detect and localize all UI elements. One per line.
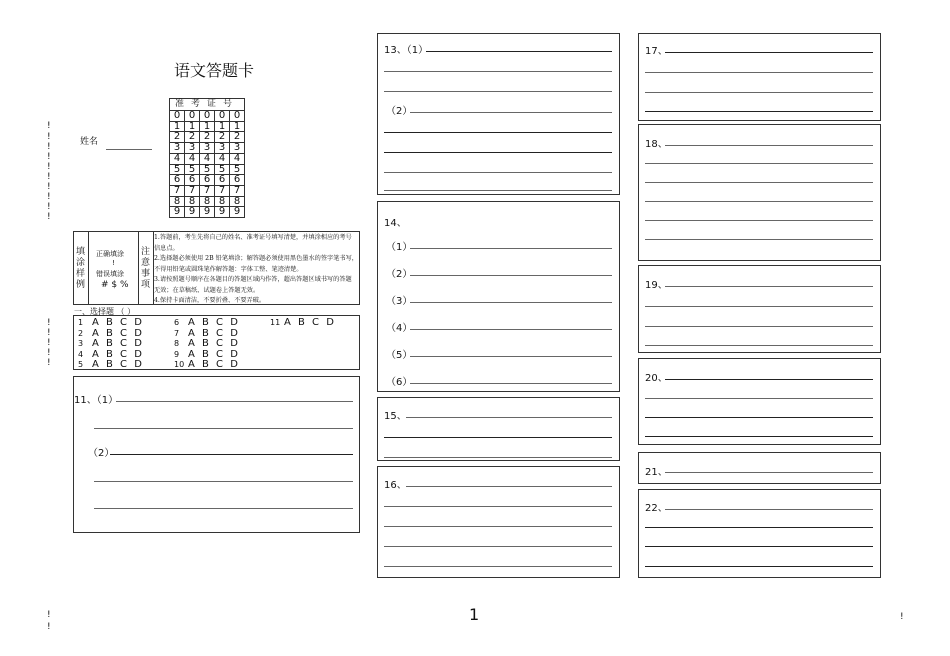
margin-mark: ! <box>47 152 51 162</box>
choice-box <box>73 315 360 370</box>
margin-mark: ! <box>47 202 51 212</box>
margin-mark: ! <box>47 121 51 131</box>
wrong-label: 错误填涂 <box>96 270 124 278</box>
note-line: 4.保持卡面清洁，不要折叠、不要弄破。 <box>154 297 266 304</box>
choice-column-2[interactable] <box>174 318 240 371</box>
choice-options[interactable]: A B C D <box>92 359 144 370</box>
ticket-digit-cell[interactable]: 7 <box>185 185 200 196</box>
q11-box <box>73 376 360 533</box>
ticket-row <box>170 196 245 207</box>
vertical-char: 项 <box>141 280 151 290</box>
ticket-digit-cell[interactable]: 0 <box>170 111 185 122</box>
ticket-digit-cell[interactable]: 1 <box>215 121 230 132</box>
ticket-digit-cell[interactable]: 2 <box>215 132 230 143</box>
ticket-digit-cell[interactable]: 5 <box>230 164 245 175</box>
page-title: 语文答题卡 <box>174 61 255 80</box>
q22-box <box>638 489 881 578</box>
ticket-digit-cell[interactable]: 3 <box>200 143 215 154</box>
note-line: 3.请按照题号顺序在各题目的答题区域内作答，超出答题区域书写的答题 <box>154 276 352 283</box>
ticket-digit-cell[interactable]: 3 <box>230 143 245 154</box>
q17-label: 17、 <box>645 46 668 57</box>
ticket-digit-cell[interactable]: 5 <box>185 164 200 175</box>
choice-options[interactable]: A B C D <box>188 338 240 349</box>
ticket-digit-cell[interactable]: 6 <box>170 175 185 186</box>
vertical-char: 例 <box>76 280 86 290</box>
ticket-digit-cell[interactable]: 6 <box>200 175 215 186</box>
margin-mark: ! <box>47 162 51 172</box>
choice-options[interactable]: A B C D <box>284 317 336 328</box>
instructions-box <box>73 231 360 305</box>
note-line: 无效；在草稿纸、试题卷上答题无效。 <box>154 286 260 294</box>
choice-options[interactable]: A B C D <box>92 348 144 360</box>
wrong-marks: # $ % <box>101 280 129 290</box>
q15-box <box>377 397 620 461</box>
q14-part-label: （5） <box>386 350 413 361</box>
vertical-char: 涂 <box>76 258 86 268</box>
margin-mark: ! <box>47 318 51 328</box>
margin-mark: ! <box>47 142 51 152</box>
choice-number: 5 <box>78 360 84 369</box>
choice-options[interactable]: A B C D <box>188 317 240 328</box>
q20-label: 20、 <box>645 373 668 384</box>
q11-2-label: （2） <box>88 448 115 459</box>
ticket-digit-cell[interactable]: 4 <box>200 153 215 164</box>
ticket-row <box>170 153 245 164</box>
choice-number: 10 <box>174 360 185 369</box>
ticket-digit-cell[interactable]: 3 <box>170 143 185 154</box>
ticket-digit-cell[interactable]: 9 <box>170 207 185 218</box>
choice-row[interactable] <box>78 360 144 371</box>
ticket-digit-cell[interactable]: 6 <box>185 175 200 186</box>
ticket-digit-cell[interactable]: 2 <box>200 132 215 143</box>
q11-label: 11、（1） <box>74 395 119 406</box>
ticket-digit-cell[interactable]: 7 <box>170 185 185 196</box>
q17-box <box>638 33 881 121</box>
q14-label: 14、 <box>384 218 407 229</box>
ticket-digit-cell[interactable]: 8 <box>185 196 200 207</box>
margin-mark: ! <box>47 192 51 202</box>
ticket-digit-cell[interactable]: 2 <box>170 132 185 143</box>
page-number: 1 <box>469 605 480 624</box>
q15-label: 15、 <box>384 411 407 422</box>
ticket-digit-cell[interactable]: 9 <box>185 207 200 218</box>
choice-number: 6 <box>174 318 180 327</box>
answer-line[interactable] <box>410 329 612 330</box>
margin-mark: ! <box>47 182 51 192</box>
ticket-header: 准考证号 <box>170 99 245 111</box>
vertical-char: 样 <box>76 269 86 279</box>
q14-part-label: （6） <box>386 377 413 388</box>
q14-part-label: （2） <box>386 269 413 280</box>
q14-part-label: （4） <box>386 323 413 334</box>
q13-2-label: （2） <box>386 106 413 117</box>
ticket-digit-cell[interactable]: 1 <box>185 121 200 132</box>
q21-label: 21、 <box>645 467 668 478</box>
choice-options[interactable]: A B C D <box>188 348 240 360</box>
ticket-digit-cell[interactable]: 5 <box>215 164 230 175</box>
ticket-digit-cell[interactable]: 8 <box>200 196 215 207</box>
ticket-digit-cell[interactable]: 1 <box>170 121 185 132</box>
note-line: 不得用铅笔或圆珠笔作解答题：字体工整、笔迹清楚。 <box>154 265 303 273</box>
margin-mark: ! <box>47 610 51 620</box>
q19-label: 19、 <box>645 280 668 291</box>
ticket-digit-cell[interactable]: 9 <box>230 207 245 218</box>
choice-number: 1 <box>78 318 84 327</box>
ticket-digit-cell[interactable]: 8 <box>230 196 245 207</box>
ticket-digit-cell[interactable]: 4 <box>230 153 245 164</box>
ticket-digit-cell[interactable]: 6 <box>230 175 245 186</box>
choice-row[interactable] <box>270 318 336 329</box>
ticket-digit-cell[interactable]: 0 <box>215 111 230 122</box>
q18-label: 18、 <box>645 139 668 150</box>
q16-label: 16、 <box>384 480 407 491</box>
choice-number: 3 <box>78 339 84 348</box>
choice-number: 9 <box>174 349 180 359</box>
ticket-digit-cell[interactable]: 9 <box>215 207 230 218</box>
choice-column-3[interactable] <box>270 318 336 329</box>
margin-mark: ! <box>47 338 51 348</box>
fill-sample-label <box>76 247 85 291</box>
ticket-row <box>170 164 245 175</box>
answer-line[interactable] <box>410 275 612 276</box>
margin-mark: ! <box>47 132 51 142</box>
vertical-char: 事 <box>141 269 151 279</box>
margin-mark: ! <box>47 622 51 632</box>
ticket-digit-cell[interactable]: 3 <box>185 143 200 154</box>
margin-mark: ! <box>47 212 51 222</box>
q13-label: 13、（1） <box>384 45 429 56</box>
name-label: 姓名 <box>80 137 99 147</box>
vertical-char: 填 <box>76 247 86 257</box>
choice-column-1[interactable] <box>78 318 144 371</box>
ticket-digit-cell[interactable]: 0 <box>200 111 215 122</box>
ticket-digit-cell[interactable]: 7 <box>215 185 230 196</box>
q13-box <box>377 33 620 195</box>
answer-line[interactable] <box>410 248 612 249</box>
name-field[interactable] <box>106 149 152 150</box>
ticket-digit-cell[interactable]: 7 <box>200 185 215 196</box>
choice-section-title: 一、选择题 （ ） <box>74 307 136 316</box>
choice-options[interactable]: A B C D <box>92 317 144 328</box>
ticket-row <box>170 132 245 143</box>
choice-options[interactable]: A B C D <box>92 338 144 349</box>
notes-label <box>141 247 150 291</box>
choice-number: 4 <box>78 349 84 359</box>
choice-number: 11 <box>270 318 281 327</box>
ticket-digit-cell[interactable]: 8 <box>170 196 185 207</box>
choice-options[interactable]: A B C D <box>188 327 240 339</box>
choice-number: 2 <box>78 328 84 338</box>
vertical-char: 注 <box>141 247 151 257</box>
answer-line[interactable] <box>410 356 612 357</box>
ticket-digit-cell[interactable]: 2 <box>230 132 245 143</box>
ticket-row <box>170 185 245 196</box>
answer-line[interactable] <box>410 383 612 384</box>
ticket-digit-cell[interactable]: 3 <box>215 143 230 154</box>
answer-line[interactable] <box>410 302 612 303</box>
ticket-digit-cell[interactable]: 4 <box>215 153 230 164</box>
q14-part-label: （3） <box>386 296 413 307</box>
ticket-digit-cell[interactable]: 0 <box>185 111 200 122</box>
ticket-row <box>170 207 245 218</box>
choice-number: 8 <box>174 339 180 348</box>
ticket-row <box>170 111 245 122</box>
ticket-digit-cell[interactable]: 1 <box>200 121 215 132</box>
ticket-digit-cell[interactable]: 8 <box>215 196 230 207</box>
q22-label: 22、 <box>645 503 668 514</box>
vertical-char: 意 <box>141 258 151 268</box>
correct-mark: ! <box>112 259 115 267</box>
ticket-digit-cell[interactable]: 0 <box>230 111 245 122</box>
ticket-row <box>170 175 245 186</box>
ticket-digit-cell[interactable]: 6 <box>215 175 230 186</box>
margin-mark: ! <box>47 348 51 358</box>
choice-number: 7 <box>174 328 180 338</box>
note-line: 2.选择题必须使用 2B 铅笔填涂；解答题必须使用黑色墨水的签字笔书写， <box>154 255 358 262</box>
ticket-digit-cell[interactable]: 5 <box>200 164 215 175</box>
ticket-digit-cell[interactable]: 4 <box>185 153 200 164</box>
ticket-digit-cell[interactable]: 9 <box>200 207 215 218</box>
q14-part-label: （1） <box>386 242 413 253</box>
ticket-digit-cell[interactable]: 2 <box>185 132 200 143</box>
ticket-row <box>170 121 245 132</box>
note-line: 信息点。 <box>154 244 179 252</box>
choice-row[interactable] <box>174 360 240 371</box>
choice-options[interactable]: A B C D <box>188 359 240 370</box>
q14-box <box>377 201 620 392</box>
margin-mark: ! <box>47 358 51 368</box>
q21-box <box>638 452 881 484</box>
q19-box <box>638 265 881 353</box>
q16-box <box>377 466 620 578</box>
margin-mark: ! <box>900 612 904 622</box>
ticket-row <box>170 143 245 154</box>
ticket-digit-cell[interactable]: 4 <box>170 153 185 164</box>
ticket-digit-cell[interactable]: 5 <box>170 164 185 175</box>
q18-box <box>638 124 881 261</box>
ticket-digit-cell[interactable]: 1 <box>230 121 245 132</box>
ticket-digit-cell[interactable]: 7 <box>230 185 245 196</box>
choice-options[interactable]: A B C D <box>92 327 144 339</box>
ticket-number-grid <box>169 98 245 218</box>
margin-mark: ! <box>47 328 51 338</box>
note-line: 1.答题前，考生先将自己的姓名、准考证号填写清楚，并填涂相应的考号 <box>154 234 352 241</box>
notes-text <box>154 233 358 307</box>
margin-mark: ! <box>47 172 51 182</box>
correct-label: 正确填涂 <box>96 250 124 258</box>
q20-box <box>638 358 881 445</box>
